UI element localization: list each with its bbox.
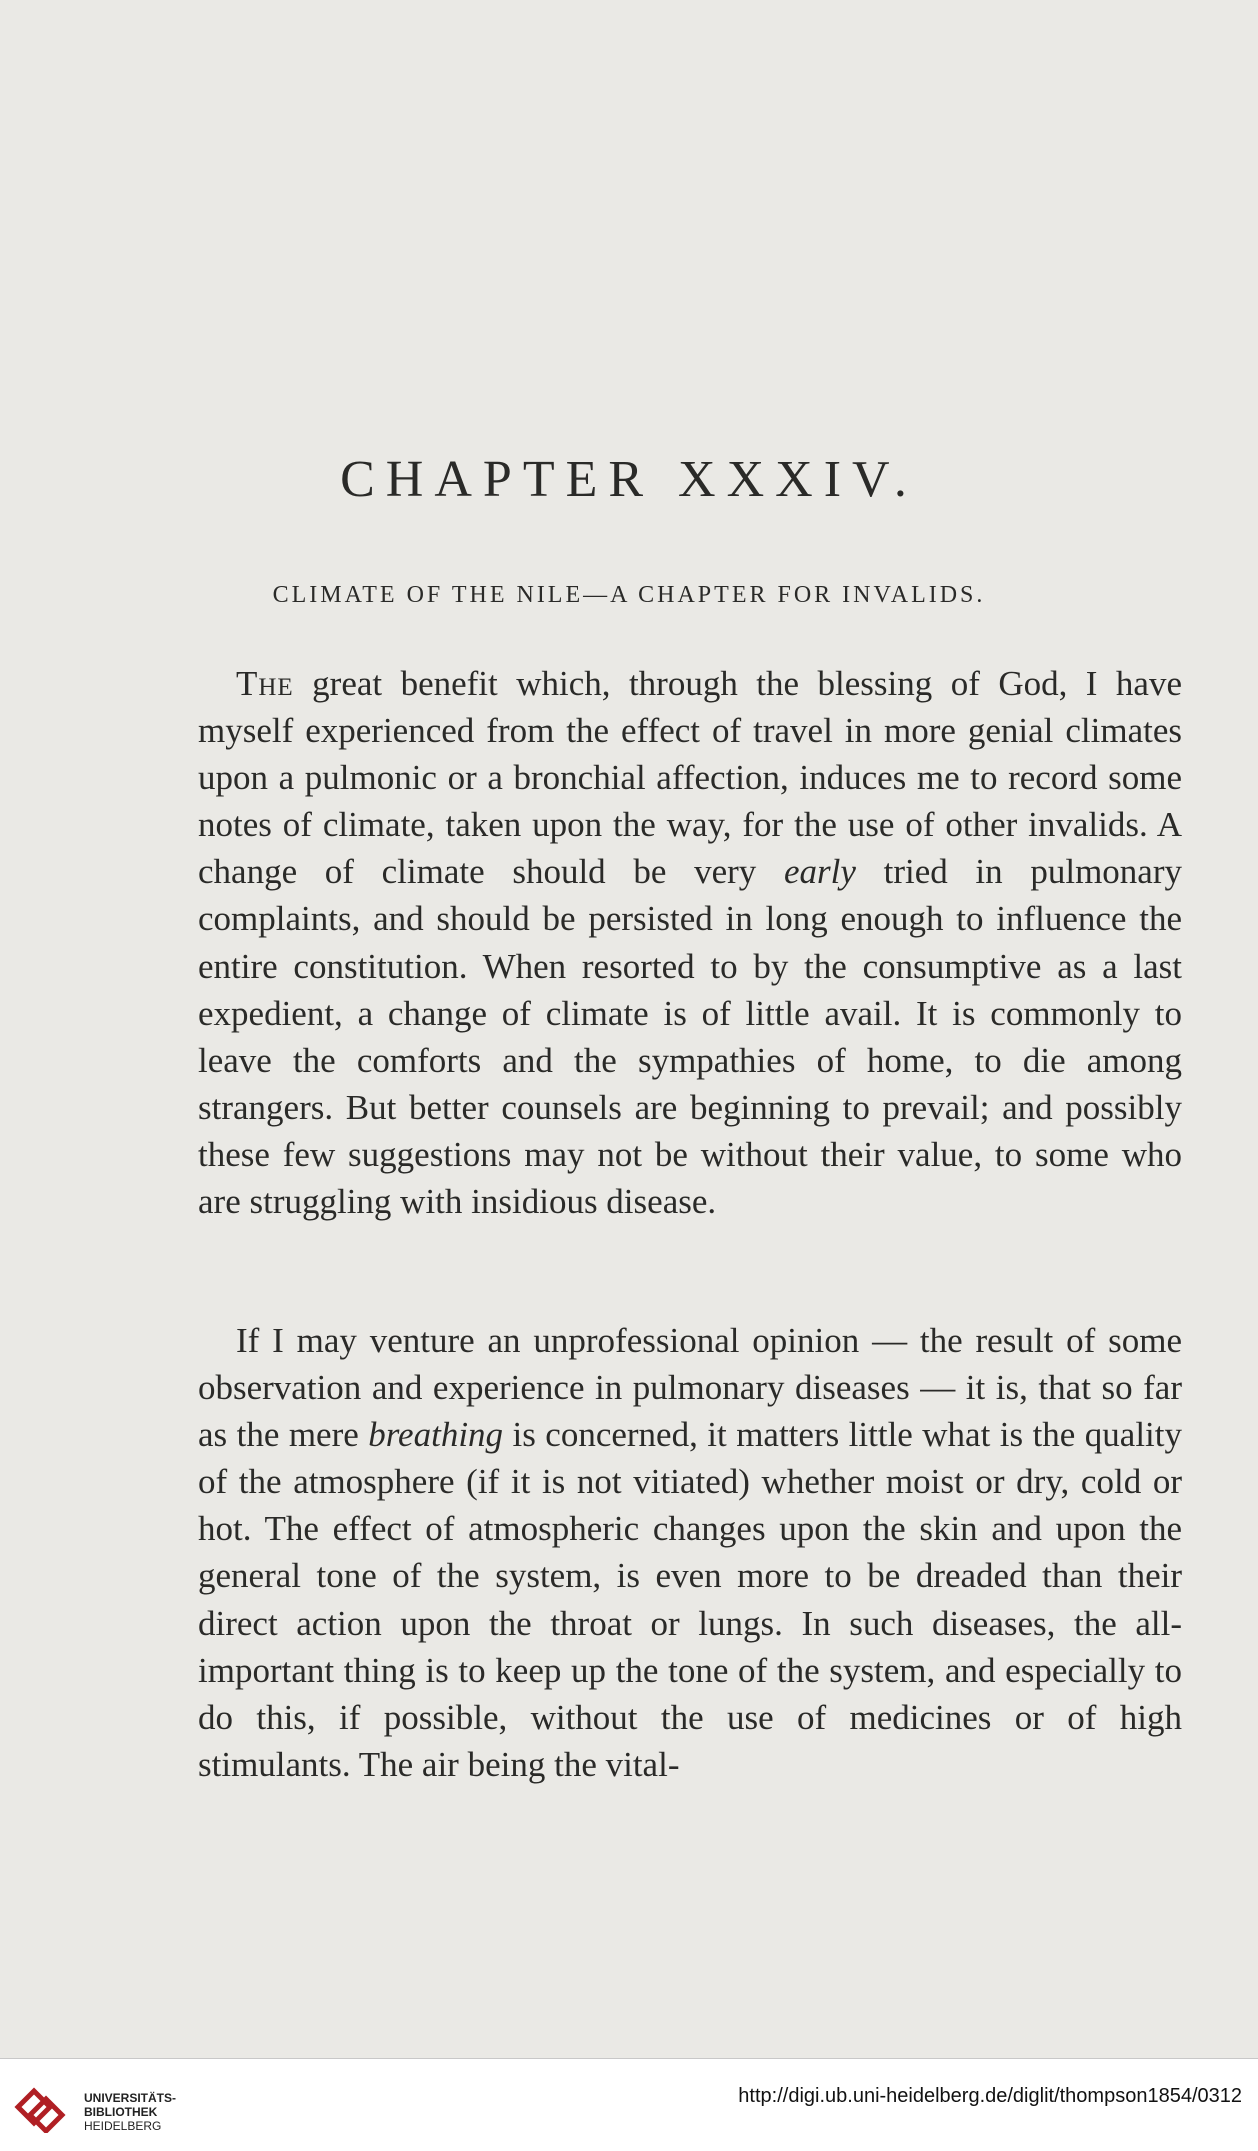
viewer-footer (0, 2058, 1258, 2151)
paragraph-2-text-a: If I may venture an unprofessional opinion — the result of some observation and experience in pulmonary diseases — it is, that so far as the mere (198, 1321, 1182, 1455)
library-name-line-2: BIBLIOTHEK (84, 2105, 158, 2119)
paragraph-2 (198, 1317, 1182, 1788)
library-logo (12, 2073, 177, 2137)
permalink-url[interactable]: http://digi.ub.uni-heidelberg.de/diglit/thompson1854/0312 (738, 2085, 1242, 2107)
chapter-subtitle: CLIMATE OF THE NILE—A CHAPTER FOR INVALIDS. (272, 582, 986, 608)
library-name-line-1: UNIVERSITÄTS- (84, 2091, 177, 2105)
library-name (84, 2091, 176, 2133)
paragraph-1 (198, 660, 1182, 1225)
library-name-line-3: HEIDELBERG (84, 2119, 162, 2133)
paragraph-1-initial-word: The (236, 664, 294, 703)
paragraph-2-text-b: is concerned, it matters little what is the quality of the atmosphere (if it is not vitiated) whether moist or dry, cold or hot. The effect of atmospheric changes upon the skin and upon the general tone of the system, is even more to be dreaded than their direct action upon the throat or lungs. In such diseases, the all-important thing is to keep up the tone of the system, and especially to do this, if possible, without the use of medicines or of high stimulants. The air being the vital- (198, 1415, 1182, 1784)
library-logo-icon (12, 2073, 68, 2133)
paragraph-2-emphasis: breathing (368, 1415, 504, 1455)
paragraph-1-text-a: great benefit which, through the blessing of God, I have myself experienced from the effect of travel in more genial climates upon a pulmonic or a bronchial affection, induces me to record some notes of climate, taken upon the way, for the use of other invalids. A change of climate should be very (198, 664, 1182, 892)
paragraph-1-text-b: tried in pulmonary complaints, and should be persisted in long enough to influence the entire constitution. When resorted to by the consumptive as a last expedient, a change of climate is of little avail. It is commonly to leave the comforts and the sympathies of home, to die among strangers. But better counsels are beginning to prevail; and possibly these few suggestions may not be without their value, to some who are struggling with insidious disease. (198, 852, 1182, 1222)
paragraph-1-emphasis: early (783, 852, 856, 892)
chapter-title: CHAPTER XXXIV. (340, 451, 918, 508)
